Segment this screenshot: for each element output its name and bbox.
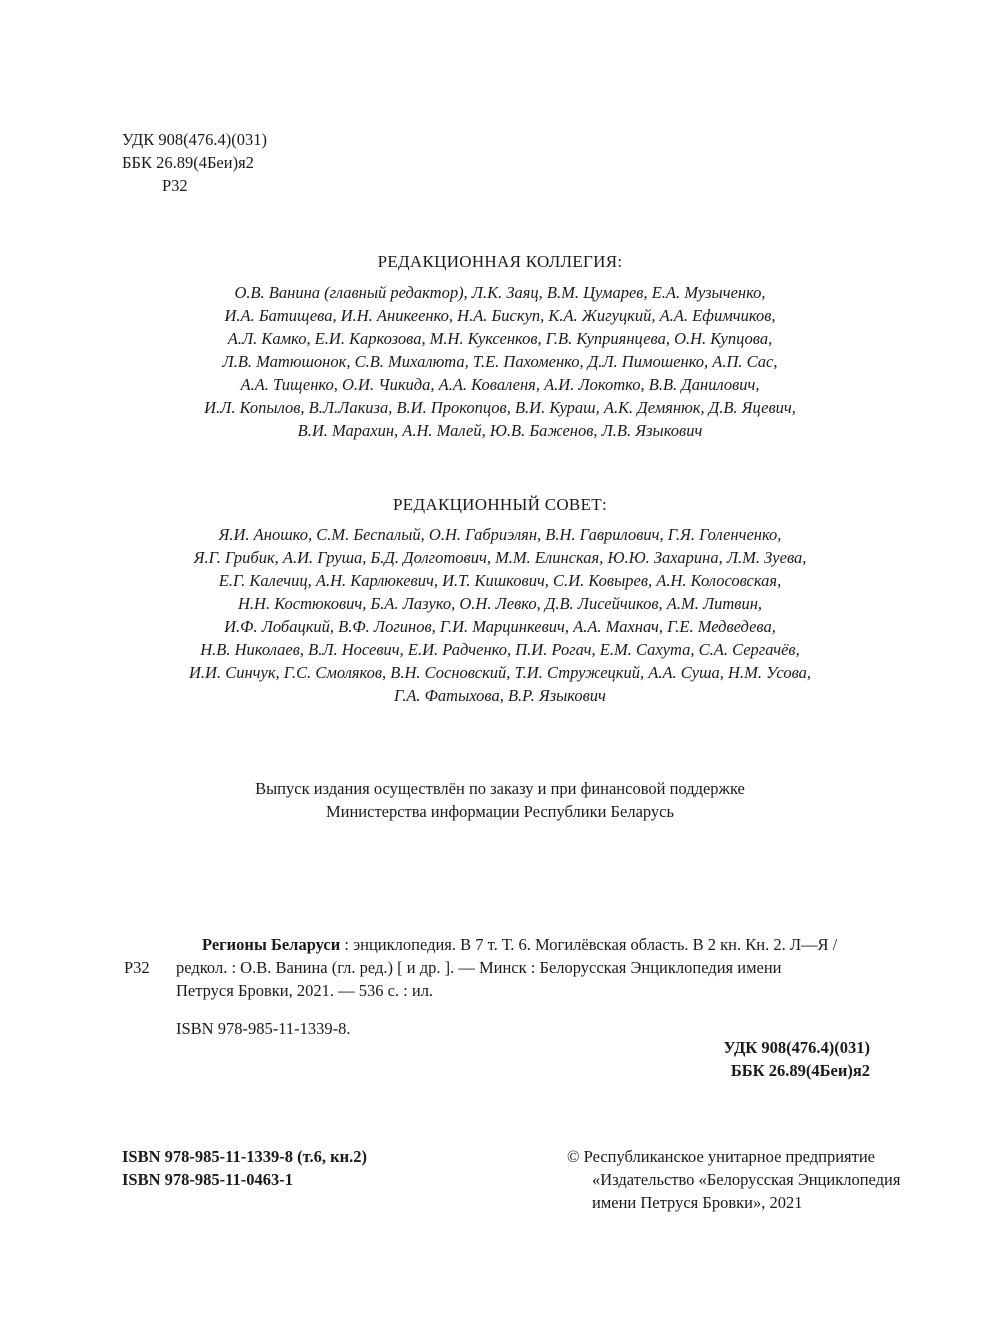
bottom-isbn-block — [122, 1145, 367, 1191]
council-line: Г.А. Фатыхова, В.Р. Языкович — [394, 686, 606, 705]
council-line: Н.Н. Костюкович, Б.А. Лазуко, О.Н. Левко, Д.В. Лисейчиков, А.М. Литвин, — [237, 594, 763, 613]
catalog-entry-line-1 — [176, 933, 882, 956]
catalog-entry-line-2: редкол. : О.В. Ванина (гл. ред.) [ и др. ]. — Минск : Белорусская Энциклопедия имени — [176, 958, 782, 977]
council-line: Я.Г. Грибик, А.И. Груша, Б.Д. Долготович, М.М. Елинская, Ю.Ю. Захарина, Л.М. Зуева, — [193, 548, 807, 567]
board-line: А.А. Тищенко, О.И. Чикида, А.А. Коваленя, А.И. Локотко, В.В. Данилович, — [240, 375, 760, 394]
top-bbk-code: ББК 26.89(4Беи)я2 — [122, 153, 254, 172]
editorial-council-names — [0, 523, 1000, 707]
editorial-board-names — [0, 281, 1000, 442]
board-line: И.Л. Копылов, В.Л.Лакиза, В.И. Прокопцов, В.И. Кураш, А.К. Демянюк, Д.В. Яцевич, — [204, 398, 796, 417]
council-line: И.И. Синчук, Г.С. Смоляков, В.Н. Сосновский, Т.И. Стружецкий, А.А. Суша, Н.М. Усова, — [188, 663, 812, 682]
copyright-line: имени Петруся Бровки», 2021 — [592, 1193, 803, 1212]
editorial-board-heading: РЕДАКЦИОННАЯ КОЛЛЕГИЯ: — [377, 252, 623, 271]
board-line: И.А. Батищева, И.Н. Аникеенко, Н.А. Бискуп, К.А. Жигуцкий, А.А. Ефимчиков, — [224, 306, 776, 325]
support-note-line: Выпуск издания осуществлён по заказу и при финансовой поддержке — [255, 779, 745, 798]
editorial-council-heading: РЕДАКЦИОННЫЙ СОВЕТ: — [393, 495, 607, 514]
council-line: И.Ф. Лобацкий, В.Ф. Логинов, Г.И. Марцинкевич, А.А. Махнач, Г.Е. Медведева, — [224, 617, 776, 636]
catalog-entry-udk: УДК 908(476.4)(031) — [723, 1038, 870, 1057]
board-line: О.В. Ванина (главный редактор), Л.К. Заяц, В.М. Цумарев, Е.А. Музыченко, — [234, 283, 766, 302]
board-line: А.Л. Камко, Е.И. Каркозова, М.Н. Куксенков, Г.В. Куприянцева, О.Н. Купцова, — [227, 329, 773, 348]
catalog-entry-title: Регионы Беларуси — [202, 935, 341, 954]
catalog-entry-classification — [724, 1036, 871, 1082]
top-udk-code: УДК 908(476.4)(031) — [122, 130, 268, 149]
copyright-line: «Издательство «Белорусская Энциклопедия — [592, 1170, 901, 1189]
board-line: В.И. Марахин, А.Н. Малей, Ю.В. Баженов, Л.В. Языкович — [297, 421, 703, 440]
top-classification-codes — [122, 128, 267, 197]
catalog-entry-code: Р32 — [124, 958, 150, 977]
catalog-entry-bbk: ББК 26.89(4Беи)я2 — [730, 1061, 870, 1080]
board-line: Л.В. Матюшонок, С.В. Михалюта, Т.Е. Пахоменко, Д.Л. Пимошенко, А.П. Сас, — [222, 352, 778, 371]
catalog-entry-line-1-rest: : энциклопедия. В 7 т. Т. 6. Могилёвская область. В 2 кн. Кн. 2. Л—Я / — [340, 935, 838, 954]
top-author-mark: Р32 — [162, 176, 188, 195]
catalog-entry-isbn: ISBN 978-985-11-1339-8. — [176, 1019, 351, 1038]
isbn-set: ISBN 978-985-11-0463-1 — [122, 1170, 293, 1189]
copyright-line: © Республиканское унитарное предприятие — [567, 1147, 875, 1166]
support-note-line: Министерства информации Республики Беларусь — [325, 802, 675, 821]
catalog-entry-line-3: Петруся Бровки, 2021. — 536 с. : ил. — [176, 981, 434, 1000]
council-line: Е.Г. Калечиц, А.Н. Карлюкевич, И.Т. Кишкович, С.И. Ковырев, А.Н. Колосовская, — [218, 571, 782, 590]
catalog-entry-text — [176, 933, 882, 1002]
copyright-block — [567, 1145, 900, 1214]
council-line: Я.И. Аношко, С.М. Беспалый, О.Н. Габриэлян, В.Н. Гаврилович, Г.Я. Голенченко, — [218, 525, 782, 544]
support-note — [0, 777, 1000, 823]
council-line: Н.В. Николаев, В.Л. Носевич, Е.И. Радченко, П.И. Рогач, Е.М. Сахута, С.А. Сергачёв, — [200, 640, 800, 659]
isbn-volume: ISBN 978-985-11-1339-8 (т.6, кн.2) — [122, 1147, 367, 1166]
